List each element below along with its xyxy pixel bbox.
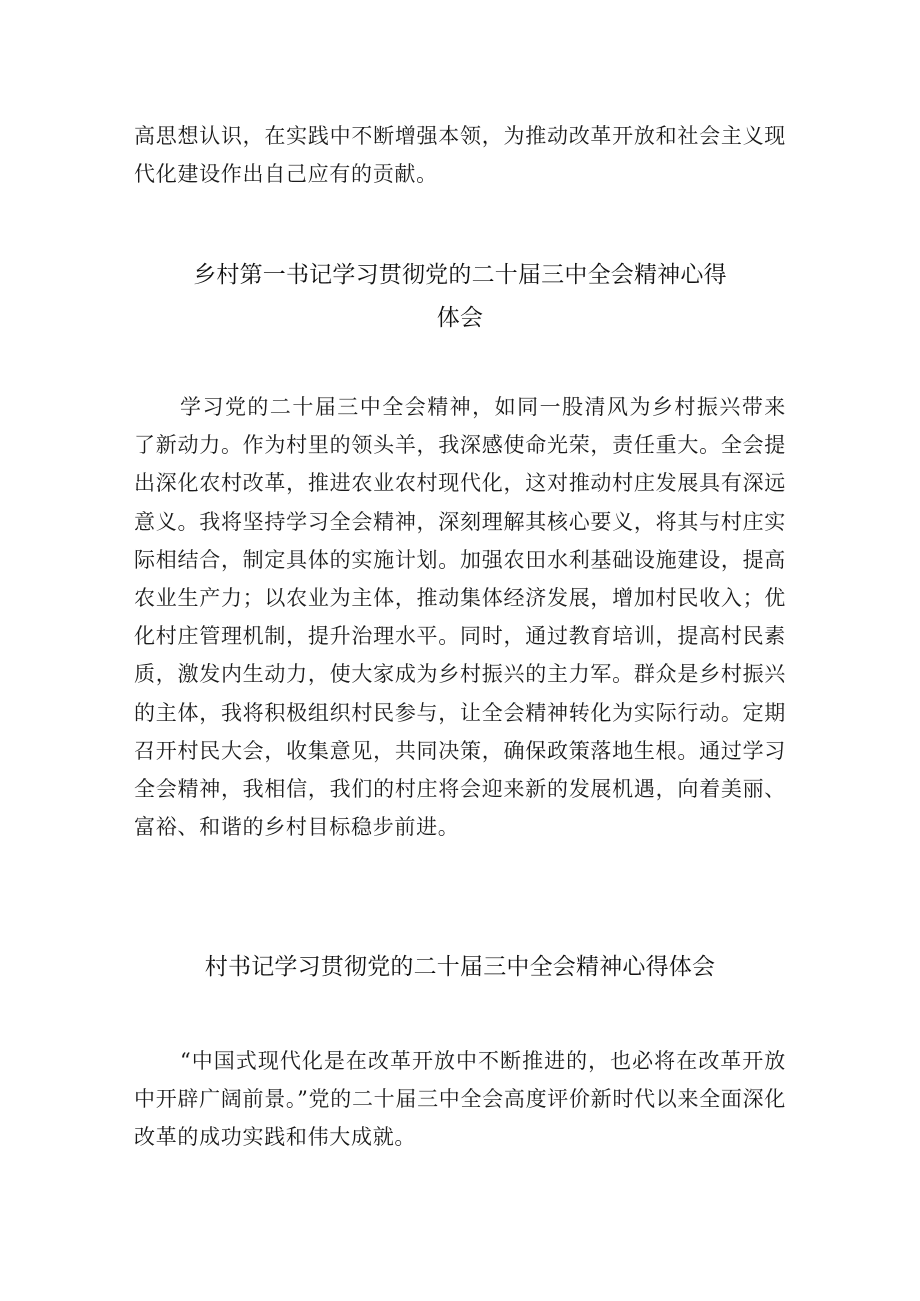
section1-title-line2: 体会 <box>436 305 484 331</box>
section2-body-paragraph: “中国式现代化是在改革开放中不断推进的，也必将在改革开放中开辟广阔前景。”党的二十届三中全会高度评价新时代以来全面深化改革的成功实践和伟大成就。 <box>134 1049 786 1150</box>
section1-title-line1: 乡村第一书记学习贯彻党的二十届三中全会精神心得 <box>193 262 727 288</box>
section2-title: 村书记学习贯彻党的二十届三中全会精神心得体会 <box>204 954 716 980</box>
section1-body-paragraph: 学习党的二十届三中全会精神，如同一股清风为乡村振兴带来了新动力。作为村里的领头羊，我深感使命光荣，责任重大。全会提出深化农村改革，推进农业农村现代化，这对推动村庄发展具有深远意义。我将坚持学习全会精神，深刻理解其核心要义，将其与村庄实际相结合，制定具体的实施计划。加强农田水利基础设施建设，提高农业生产力；以农业为主体，推动集体经济发展，增加村民收入；优化村庄管理机制，提升治理水平。同时，通过教育培训，提高村民素质，激发内生动力，使大家成为乡村振兴的主力军。群众是乡村振兴的主体，我将积极组织村民参与，让全会精神转化为实际行动。定期召开村民大会，收集意见，共同决策，确保政策落地生根。通过学习全会精神，我相信，我们的村庄将会迎来新的发展机遇，向着美丽、富裕、和谐的乡村目标稳步前进。 <box>134 395 786 840</box>
section1-title <box>150 254 770 340</box>
intro-paragraph: 高思想认识，在实践中不断增强本领，为推动改革开放和社会主义现代化建设作出自己应有的贡献。 <box>134 124 786 187</box>
